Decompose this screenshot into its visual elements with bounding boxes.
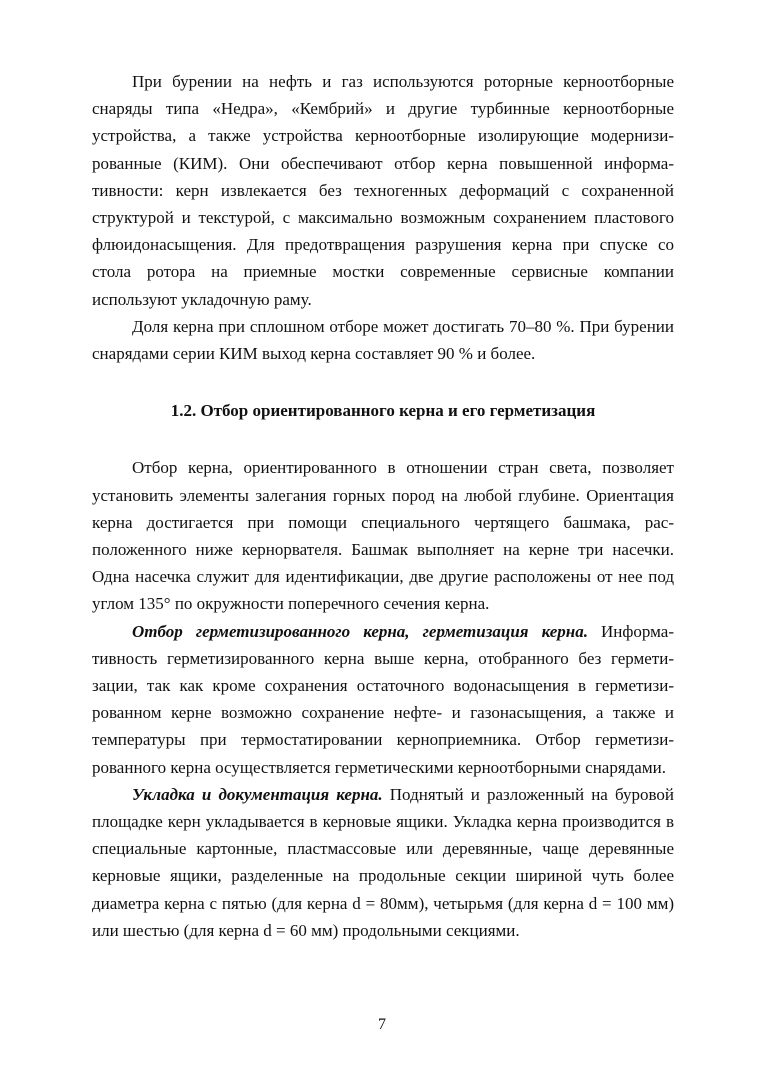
paragraph-oriented-core: Отбор керна, ориентированного в отношении стран света, позволяет установить элементы залегания горных пород на любой глубине. Ориентация керна достигается при помощи специального чертящего башмака, расположенного ниже кернорвателя. Башмак выполняет на керне три насечки. Одна насечка служит для идентификации, две другие расположены от нее под углом 135° по окружности поперечного сечения керна. [92, 458, 674, 614]
paragraph-core-recovery: Доля керна при сплошном отборе может достигать 70–80 %. При бурении снарядами серии КИМ выход керна составляет 90 % и более. [92, 316, 674, 364]
paragraph-core-layout [92, 781, 674, 944]
paragraph-body-core-layout: Поднятый и разложенный на буровой площадке керн укладывается в керновые ящики. Укладка керна производится в специальные картонные, пластмассовые или деревянные, чаще деревянные керновые ящики, разделенные на продольные секции шириной чуть более диаметра керна с пятью (для керна d = 80мм), четырьмя (для керна d = 100 мм) или шестью (для керна d = 60 мм) продольными секциями. [92, 784, 675, 940]
document-page [92, 68, 674, 944]
paragraph-lead-sealed-core: Отбор герметизированного керна, герметизация керна. [132, 621, 588, 641]
paragraph-core-drilling-tools: При бурении на нефть и газ используются роторные керноотборные снаряды типа «Недра», «Кембрий» и другие турбинные керноотборные устройства, а также устройства керноотборные изолирующие модернизированные (КИМ). Они обеспечивают отбор керна повышенной информативности: керн извлекается без техногенных деформаций с сохраненной структурой и текстурой, с максимально возможным сохранением пластового флюидонасыщения. Для предотвращения разрушения керна при спуске со стола ротора на приемные мостки современные сервисные компании используют укладочную раму. [92, 72, 674, 309]
paragraph-lead-core-layout: Укладка и документация керна. [132, 784, 383, 804]
section-heading: 1.2. Отбор ориентированного керна и его герметизация [170, 401, 596, 421]
paragraph-body-sealed-core: Информативность герметизированного керна выше керна, отобранного без герметизации, так как кроме сохранения остаточного водонасыщения в герметизированном керне возможно сохранение нефте- и газонасыщения, а также и температуры при термостатировании керноприемника. Отбор герметизированного керна осуществляется герметическими керноотборными снарядами. [92, 621, 675, 777]
paragraph-sealed-core [92, 618, 674, 781]
page-number: 7 [378, 1016, 386, 1033]
